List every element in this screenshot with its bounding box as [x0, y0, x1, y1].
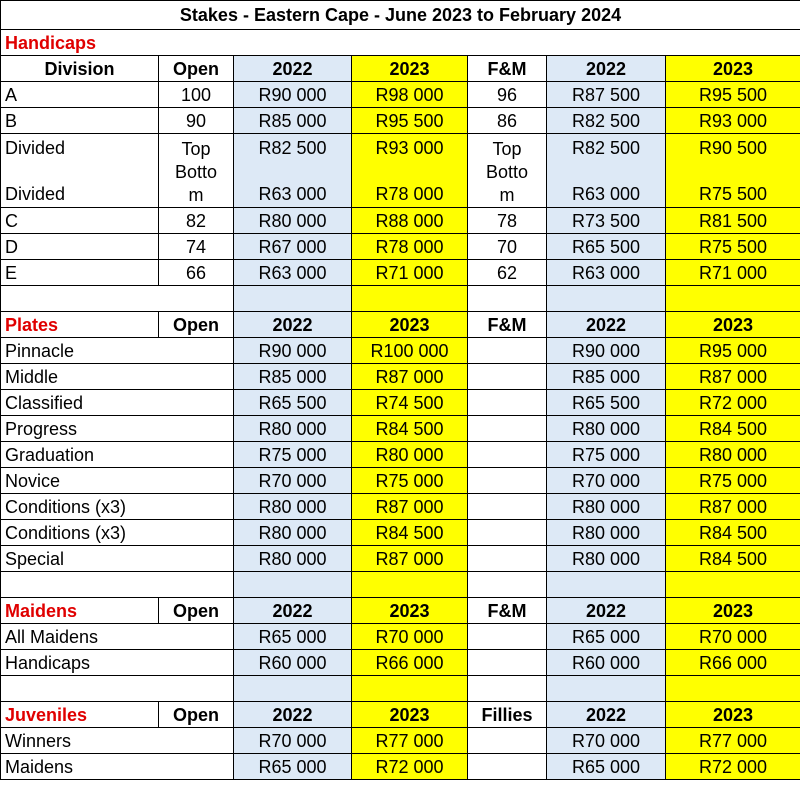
header-fm-2022: 2022: [547, 56, 666, 82]
cell-fm: [468, 650, 547, 676]
spacer-cell: [234, 286, 352, 312]
cell-2023: R71 000: [352, 260, 468, 286]
table-row: [1, 442, 800, 468]
spacer-cell: [1, 286, 234, 312]
cell-fm-2023: R87 000: [666, 494, 800, 520]
cell-2023: R87 000: [352, 546, 468, 572]
header-fillies: Fillies: [468, 702, 547, 728]
section-heading-handicaps: Handicaps: [1, 30, 800, 56]
cell-fm: 96: [468, 82, 547, 108]
cell-2022: R85 000: [234, 364, 352, 390]
cell-fm-2022: R85 000: [547, 364, 666, 390]
spacer-cell: [666, 676, 800, 702]
cell-fm: 86: [468, 108, 547, 134]
row-label: A: [1, 82, 159, 108]
cell-fm-2022: R75 000: [547, 442, 666, 468]
section-heading-maidens: Maidens: [1, 598, 159, 624]
cell-fm-2022: R70 000: [547, 468, 666, 494]
header-row-handicaps: [1, 56, 800, 82]
cell-fm-2022: R87 500: [547, 82, 666, 108]
table-row: [1, 390, 800, 416]
cell-fm-2023-divided: [666, 134, 800, 208]
cell-2023: R87 000: [352, 364, 468, 390]
cell-fm: [468, 520, 547, 546]
divided-label-bottom: Divided: [5, 184, 66, 204]
spacer-cell: [234, 676, 352, 702]
value-top: R93 000: [375, 138, 444, 158]
fm-bottom-2: m: [499, 185, 515, 205]
cell-fillies-2022: R70 000: [547, 728, 666, 754]
cell-fm-2023: R71 000: [666, 260, 800, 286]
row-label: B: [1, 108, 159, 134]
value-bottom: R75 500: [698, 184, 768, 204]
cell-fm: [468, 442, 547, 468]
table-row: [1, 416, 800, 442]
cell-fm-2022: R90 000: [547, 338, 666, 364]
cell-fm-2023: R84 500: [666, 520, 800, 546]
cell-fm-2022: R63 000: [547, 260, 666, 286]
header-2023: 2023: [352, 312, 468, 338]
cell-2022-divided: [234, 134, 352, 208]
header-fillies-2022: 2022: [547, 702, 666, 728]
cell-fm-2022: R80 000: [547, 520, 666, 546]
cell-2022: R70 000: [234, 468, 352, 494]
cell-fm-2022-divided: [547, 134, 666, 208]
cell-2023: R84 500: [352, 416, 468, 442]
spacer-cell: [547, 572, 666, 598]
table-row: [1, 338, 800, 364]
spacer-cell: [234, 572, 352, 598]
table-row: [1, 234, 800, 260]
cell-fm-2023: R87 000: [666, 364, 800, 390]
spacer-cell: [468, 286, 547, 312]
cell-2023: R78 000: [352, 234, 468, 260]
cell-fillies-2022: R65 000: [547, 754, 666, 780]
cell-open: 66: [159, 260, 234, 286]
cell-fm-2023: R80 000: [666, 442, 800, 468]
divided-label-top: Divided: [5, 138, 66, 158]
table-title: Stakes - Eastern Cape - June 2023 to February 2024: [1, 1, 800, 30]
spacer-cell: [547, 676, 666, 702]
open-bottom-1: Botto: [174, 162, 218, 182]
spacer-cell: [666, 286, 800, 312]
cell-fm: [468, 416, 547, 442]
cell-open-divided: [159, 134, 234, 208]
cell-fm-2022: R80 000: [547, 546, 666, 572]
cell-fm: [468, 546, 547, 572]
cell-fm-2023: R84 500: [666, 546, 800, 572]
table-row: [1, 208, 800, 234]
title-row: [1, 1, 800, 30]
value-bottom: R63 000: [571, 184, 641, 204]
header-2023: 2023: [352, 702, 468, 728]
value-top: R82 500: [571, 138, 641, 158]
header-open: Open: [159, 312, 234, 338]
table-row: [1, 82, 800, 108]
header-open: Open: [159, 702, 234, 728]
cell-fm: [468, 494, 547, 520]
cell-2023: R74 500: [352, 390, 468, 416]
value-top: R82 500: [258, 138, 327, 158]
header-2022: 2022: [234, 598, 352, 624]
spacer-cell: [352, 572, 468, 598]
spacer-cell: [547, 286, 666, 312]
cell-fm: [468, 624, 547, 650]
row-label-divided: [1, 134, 159, 208]
cell-2023: R98 000: [352, 82, 468, 108]
cell-fm-2023: R84 500: [666, 416, 800, 442]
table-row: [1, 650, 800, 676]
cell-2023: R70 000: [352, 624, 468, 650]
open-bottom-2: m: [188, 185, 204, 205]
cell-2022: R80 000: [234, 520, 352, 546]
cell-fm: 62: [468, 260, 547, 286]
row-label: Conditions (x3): [1, 494, 234, 520]
header-row-maidens: [1, 598, 800, 624]
table-row: [1, 520, 800, 546]
cell-2023: R87 000: [352, 494, 468, 520]
header-fm-2022: 2022: [547, 312, 666, 338]
header-fm-2023: 2023: [666, 598, 800, 624]
row-label: Novice: [1, 468, 234, 494]
spacer-row: [1, 286, 800, 312]
cell-fm-2022: R60 000: [547, 650, 666, 676]
cell-2023: R84 500: [352, 520, 468, 546]
cell-fillies: [468, 728, 547, 754]
header-2022: 2022: [234, 312, 352, 338]
open-top: Top: [181, 139, 211, 159]
cell-2023: R66 000: [352, 650, 468, 676]
cell-fm: [468, 364, 547, 390]
spacer-cell: [666, 572, 800, 598]
cell-2022: R80 000: [234, 494, 352, 520]
header-fm: F&M: [468, 312, 547, 338]
value-bottom: R78 000: [375, 184, 444, 204]
header-row-juveniles: [1, 702, 800, 728]
row-label: Progress: [1, 416, 234, 442]
row-label: C: [1, 208, 159, 234]
table-row: [1, 754, 800, 780]
cell-open: 90: [159, 108, 234, 134]
cell-2023: R88 000: [352, 208, 468, 234]
row-label: Winners: [1, 728, 234, 754]
table-row: [1, 728, 800, 754]
table-row: [1, 494, 800, 520]
cell-fm: 78: [468, 208, 547, 234]
cell-2022: R63 000: [234, 260, 352, 286]
fm-bottom-1: Botto: [485, 162, 529, 182]
cell-2022: R75 000: [234, 442, 352, 468]
cell-2023-divided: [352, 134, 468, 208]
cell-fm-2023: R95 500: [666, 82, 800, 108]
cell-fm: [468, 468, 547, 494]
row-label: Classified: [1, 390, 234, 416]
row-label: All Maidens: [1, 624, 234, 650]
cell-fm-divided: [468, 134, 547, 208]
header-fm: F&M: [468, 56, 547, 82]
header-fillies-2023: 2023: [666, 702, 800, 728]
row-label: D: [1, 234, 159, 260]
cell-fm-2022: R65 500: [547, 234, 666, 260]
cell-2023: R72 000: [352, 754, 468, 780]
cell-fm-2023: R72 000: [666, 390, 800, 416]
cell-fm-2022: R65 000: [547, 624, 666, 650]
cell-fm-2023: R81 500: [666, 208, 800, 234]
cell-2022: R80 000: [234, 546, 352, 572]
spacer-cell: [468, 572, 547, 598]
table-row: [1, 468, 800, 494]
cell-open: 74: [159, 234, 234, 260]
cell-2022: R60 000: [234, 650, 352, 676]
table-row: [1, 260, 800, 286]
header-fm-2023: 2023: [666, 56, 800, 82]
cell-fm-2022: R80 000: [547, 416, 666, 442]
table-row: [1, 624, 800, 650]
fm-top: Top: [492, 139, 522, 159]
cell-2022: R80 000: [234, 416, 352, 442]
cell-fm: [468, 390, 547, 416]
header-fm-2022: 2022: [547, 598, 666, 624]
spacer-cell: [1, 676, 234, 702]
header-row-plates: [1, 312, 800, 338]
table-row: [1, 364, 800, 390]
header-fm-2023: 2023: [666, 312, 800, 338]
cell-2022: R85 000: [234, 108, 352, 134]
cell-fm-2022: R73 500: [547, 208, 666, 234]
cell-fm: 70: [468, 234, 547, 260]
cell-fm-2023: R70 000: [666, 624, 800, 650]
cell-2022: R80 000: [234, 208, 352, 234]
spacer-cell: [468, 676, 547, 702]
header-open: Open: [159, 598, 234, 624]
cell-2022: R67 000: [234, 234, 352, 260]
spacer-cell: [352, 676, 468, 702]
value-bottom: R63 000: [258, 184, 327, 204]
cell-fm-2022: R82 500: [547, 108, 666, 134]
cell-fillies: [468, 754, 547, 780]
cell-fm-2023: R93 000: [666, 108, 800, 134]
section-heading-plates: Plates: [1, 312, 159, 338]
row-label: Pinnacle: [1, 338, 234, 364]
cell-fm: [468, 338, 547, 364]
header-fm: F&M: [468, 598, 547, 624]
header-2022: 2022: [234, 702, 352, 728]
cell-2023: R77 000: [352, 728, 468, 754]
cell-2022: R90 000: [234, 338, 352, 364]
row-label: Middle: [1, 364, 234, 390]
cell-open: 82: [159, 208, 234, 234]
spacer-cell: [1, 572, 234, 598]
header-division: Division: [1, 56, 159, 82]
table-row: [1, 108, 800, 134]
cell-fm-2022: R65 500: [547, 390, 666, 416]
cell-fm-2022: R80 000: [547, 494, 666, 520]
value-top: R90 500: [698, 138, 768, 158]
header-2023: 2023: [352, 598, 468, 624]
cell-2023: R100 000: [352, 338, 468, 364]
cell-2022: R65 500: [234, 390, 352, 416]
cell-2022: R70 000: [234, 728, 352, 754]
spacer-row: [1, 572, 800, 598]
row-label: Conditions (x3): [1, 520, 234, 546]
cell-2023: R75 000: [352, 468, 468, 494]
header-open: Open: [159, 56, 234, 82]
table-row-divided: [1, 134, 800, 208]
cell-fillies-2023: R77 000: [666, 728, 800, 754]
row-label: Maidens: [1, 754, 234, 780]
table-row: [1, 546, 800, 572]
cell-fillies-2023: R72 000: [666, 754, 800, 780]
cell-fm-2023: R75 000: [666, 468, 800, 494]
cell-2022: R65 000: [234, 624, 352, 650]
section-row-handicaps: [1, 30, 800, 56]
row-label: E: [1, 260, 159, 286]
cell-fm-2023: R75 500: [666, 234, 800, 260]
row-label: Special: [1, 546, 234, 572]
section-heading-juveniles: Juveniles: [1, 702, 159, 728]
cell-2022: R65 000: [234, 754, 352, 780]
row-label: Graduation: [1, 442, 234, 468]
cell-fm-2023: R66 000: [666, 650, 800, 676]
cell-2023: R95 500: [352, 108, 468, 134]
spacer-row: [1, 676, 800, 702]
header-2022: 2022: [234, 56, 352, 82]
cell-2023: R80 000: [352, 442, 468, 468]
row-label: Handicaps: [1, 650, 234, 676]
spacer-cell: [352, 286, 468, 312]
cell-open: 100: [159, 82, 234, 108]
cell-2022: R90 000: [234, 82, 352, 108]
cell-fm-2023: R95 000: [666, 338, 800, 364]
header-2023: 2023: [352, 56, 468, 82]
